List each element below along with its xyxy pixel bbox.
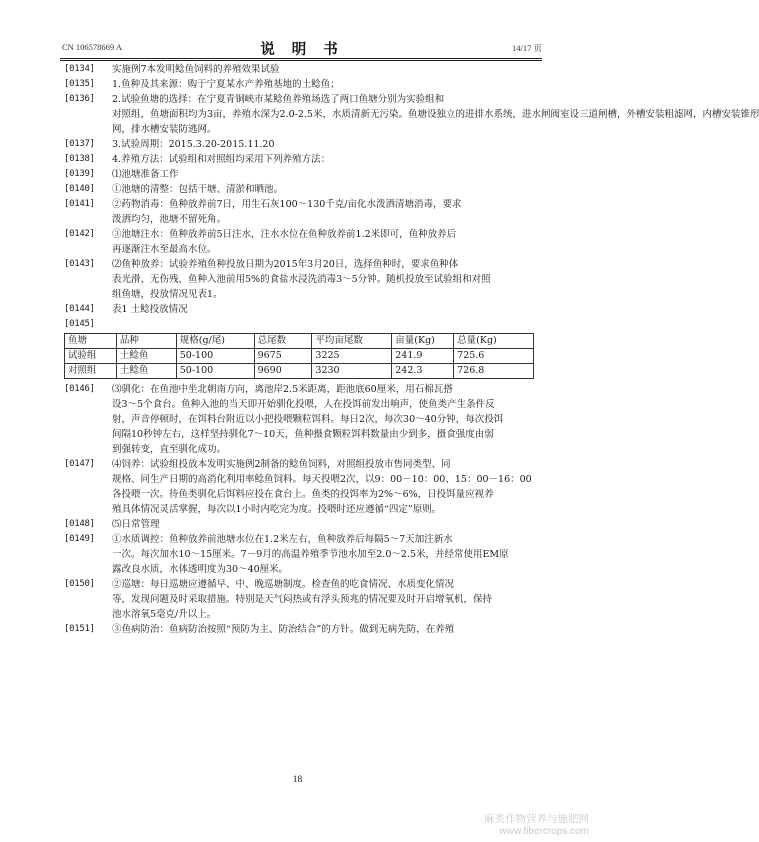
paragraph (64, 577, 542, 622)
table-cell: 土鲶鱼 (116, 349, 176, 364)
paragraph-number: [0151] (64, 624, 95, 634)
text-line: 各投喂一次。待鱼类驯化后饵料应投在食台上。鱼类的投饵率为2%～6%，日投饵量应视养 (112, 489, 494, 500)
paragraph-number: [0139] (64, 169, 95, 179)
table-cell: 对照组 (65, 364, 117, 379)
table-cell: 土鲶鱼 (116, 364, 176, 379)
table-cell: 3230 (312, 364, 392, 379)
table-header-cell: 总量(Kg) (454, 334, 534, 349)
table-header-cell: 规格(g/尾) (176, 334, 254, 349)
text-line: ③鱼病防治：鱼病防治按照“预防为主、防治结合”的方针。做到无病先防，在养殖 (112, 624, 455, 635)
paragraph (64, 302, 542, 317)
header-rule-bottom (60, 60, 542, 61)
paragraph (64, 92, 759, 137)
paragraph (64, 182, 542, 197)
stocking-table (64, 333, 534, 379)
table-header-cell: 鱼塘 (65, 334, 117, 349)
text-line: ⑸日常管理 (112, 519, 160, 530)
text-line: 一次。每次加水10～15厘米。7－9月的高温养殖季节池水加至2.0～2.5米，并经常使用EM原 (112, 549, 509, 560)
paragraph (64, 382, 542, 457)
paragraph-number: [0138] (64, 154, 95, 164)
text-line: 网，排水槽安装防逃网。 (112, 124, 217, 135)
text-line: ⑵鱼种放养：试验养殖鱼种投放日期为2015年3月20日，选择鱼种时，要求鱼种体 (112, 259, 459, 270)
paragraph-number: [0137] (64, 139, 95, 149)
paragraph-number: [0142] (64, 229, 95, 239)
text-line: 泼洒均匀，池塘不留死角。 (112, 214, 227, 225)
table-cell: 3225 (312, 349, 392, 364)
paragraph (64, 62, 542, 77)
table-paragraph (64, 317, 542, 332)
text-line: ⑷饲养：试验组投放本发明实施例2制备的鲶鱼饲料，对照组投放市售同类型、同 (112, 459, 451, 470)
paragraph (64, 517, 542, 532)
paragraph (64, 152, 542, 167)
page-number: 18 (292, 775, 303, 785)
paragraph-text (112, 517, 542, 532)
watermark (484, 813, 589, 838)
table-row (65, 364, 534, 379)
paragraph (64, 167, 542, 182)
paragraph-number: [0148] (64, 519, 95, 529)
paragraph-text (112, 152, 542, 167)
paragraph-text (112, 257, 542, 302)
document-body (64, 62, 759, 637)
paragraph-text (112, 167, 542, 182)
table-header-cell: 总尾数 (254, 334, 312, 349)
paragraph-text (112, 137, 542, 152)
table-cell: 726.8 (454, 364, 534, 379)
page-of-total: 14/17 页 (512, 43, 542, 53)
table-cell: 试验组 (65, 349, 117, 364)
text-line: ⑶驯化：在鱼池中坐北朝南方向，离池岸2.5米距离，距池底60厘米，用石棉瓦搭 (112, 384, 453, 395)
table-row (65, 349, 534, 364)
text-line: 等，发现问题及时采取措施。特别是天气闷热或有浮头预兆的情况要及时开启增氧机，保持 (112, 594, 493, 605)
text-line: ②巡塘：每日巡塘应遵循早、中、晚巡塘制度。检查鱼的吃食情况、水质变化情况 (112, 579, 455, 590)
paragraph (64, 257, 542, 302)
paragraph-number: [0150] (64, 579, 95, 589)
text-line: 间隔10秒钟左右，这样坚持驯化7～10天，鱼种摄食颗粒饵料数量由少到多，摄食强度由弱 (112, 429, 494, 440)
paragraph-number: [0145] (64, 319, 95, 329)
paragraph (64, 227, 542, 257)
text-line: 表光滑、无伤残，鱼种入池前用5%的食盐水浸洗消毒3～5分钟。随机投放至试验组和对照 (112, 274, 491, 285)
text-line: ③池塘注水：鱼种放养前5日注水，注水水位在鱼种放养前1.2米即可，鱼种放养后 (112, 229, 457, 240)
watermark-site-name: 麻类作物营养与施肥网 (484, 813, 589, 825)
text-line: 2.试验鱼塘的选择：在宁夏青铜峡市某鲶鱼养殖场选了两口鱼塘分别为实验组和 (112, 94, 445, 105)
text-line: 4.养殖方法：试验组和对照组均采用下列养殖方法： (112, 154, 331, 165)
paragraph-number: [0135] (64, 79, 95, 89)
paragraph-text (112, 182, 542, 197)
paragraph (64, 197, 542, 227)
table-cell: 725.6 (454, 349, 534, 364)
text-line: 规格、同生产日期的高消化利用率鲶鱼饲料。每天投喂2次，以9：00－10：00、15：00－16：00 (112, 474, 532, 485)
paragraph-text (112, 622, 542, 637)
text-line: 对照组，鱼塘面积均为3亩，养殖水深为2.0-2.5米，水质清新无污染。鱼塘设独立的进排水系统，进水闸阀室设三道闸槽，外槽安装粗滤网，内槽安装锥形 (112, 109, 759, 120)
text-line: 到强转变，直至驯化成功。 (112, 444, 227, 455)
paragraph-text (112, 197, 542, 227)
paragraph-number: [0149] (64, 534, 95, 544)
paragraph-number: [0143] (64, 259, 95, 269)
table-header-cell: 平均亩尾数 (312, 334, 392, 349)
text-line: 殖具体情况灵活掌握，每次以1小时内吃完为度。投喂时还应遵循“四定”原则。 (112, 504, 442, 515)
paragraph-text (112, 382, 542, 457)
paragraph-number: [0140] (64, 184, 95, 194)
text-line: 3.试验周期：2015.3.20-2015.11.20 (112, 139, 275, 150)
document-title: 说 明 书 (260, 41, 344, 58)
paragraph-number: [0134] (64, 64, 95, 74)
paragraph-group-1 (64, 62, 759, 317)
paragraph (64, 622, 542, 637)
paragraph-text (112, 62, 542, 77)
document-number: CN 106578669 A (62, 42, 122, 52)
watermark-url: www.fibercrops.com (499, 826, 589, 837)
paragraph-text (112, 532, 542, 577)
paragraph-number: [0144] (64, 304, 95, 314)
paragraph (64, 77, 542, 92)
text-line: ⑴池塘准备工作 (112, 169, 179, 180)
paragraph (64, 532, 542, 577)
text-line: 实施例7本发明鲶鱼饲料的养殖效果试验 (112, 64, 280, 75)
paragraph-number: [0136] (64, 94, 95, 104)
text-line: 射，声音停顿时，在饵料台附近以小把投喂颗粒饵料。每日2次，每次30～40分钟，每次投饵 (112, 414, 504, 425)
page-header (62, 38, 542, 58)
paragraph-text (112, 77, 542, 92)
table-cell: 241.9 (392, 349, 454, 364)
paragraph-text (112, 92, 759, 137)
text-line: 组鱼塘，投放情况见表1。 (112, 289, 223, 300)
text-line: 表1 土鲶投放情况 (112, 304, 188, 315)
paragraph (64, 457, 542, 517)
table-cell: 9690 (254, 364, 312, 379)
text-line: 池水溶氧5毫克/升以上。 (112, 609, 217, 620)
text-line: ①池塘的清整：包括干塘、清淤和晒池。 (112, 184, 284, 195)
text-line: 露改良水质，水体透明度为30～40厘米。 (112, 564, 289, 575)
paragraph-text (112, 577, 542, 622)
paragraph (64, 137, 542, 152)
paragraph-number: [0146] (64, 384, 95, 394)
table-cell: 50-100 (176, 349, 254, 364)
paragraph-number: [0141] (64, 199, 95, 209)
text-line: 再逐渐注水至最高水位。 (112, 244, 217, 255)
table-header-cell: 亩量(Kg) (392, 334, 454, 349)
table-header-cell: 品种 (116, 334, 176, 349)
table-header-row (65, 334, 534, 349)
text-line: 1.鱼种及其来源：购于宁夏某水产养殖基地的土鲶鱼； (112, 79, 340, 90)
text-line: 设3～5个食台。鱼种入池的当天即开始驯化投喂，人在投饵前发出响声，使鱼类产生条件反 (112, 399, 495, 410)
table-cell: 9675 (254, 349, 312, 364)
paragraph-text (112, 302, 542, 317)
paragraph-text (112, 457, 542, 517)
header-rule-top (60, 58, 542, 59)
paragraph-text (112, 227, 542, 257)
text-line: ②药物消毒：鱼种放养前7日，用生石灰100～130千克/亩化水泼洒清塘消毒，要求 (112, 199, 462, 210)
paragraph-number: [0147] (64, 459, 95, 469)
table-cell: 50-100 (176, 364, 254, 379)
text-line: ①水质调控：鱼种放养前池塘水位在1.2米左右，鱼种放养后每隔5～7天加注新水 (112, 534, 453, 545)
paragraph-group-2 (64, 382, 542, 637)
table-cell: 242.3 (392, 364, 454, 379)
